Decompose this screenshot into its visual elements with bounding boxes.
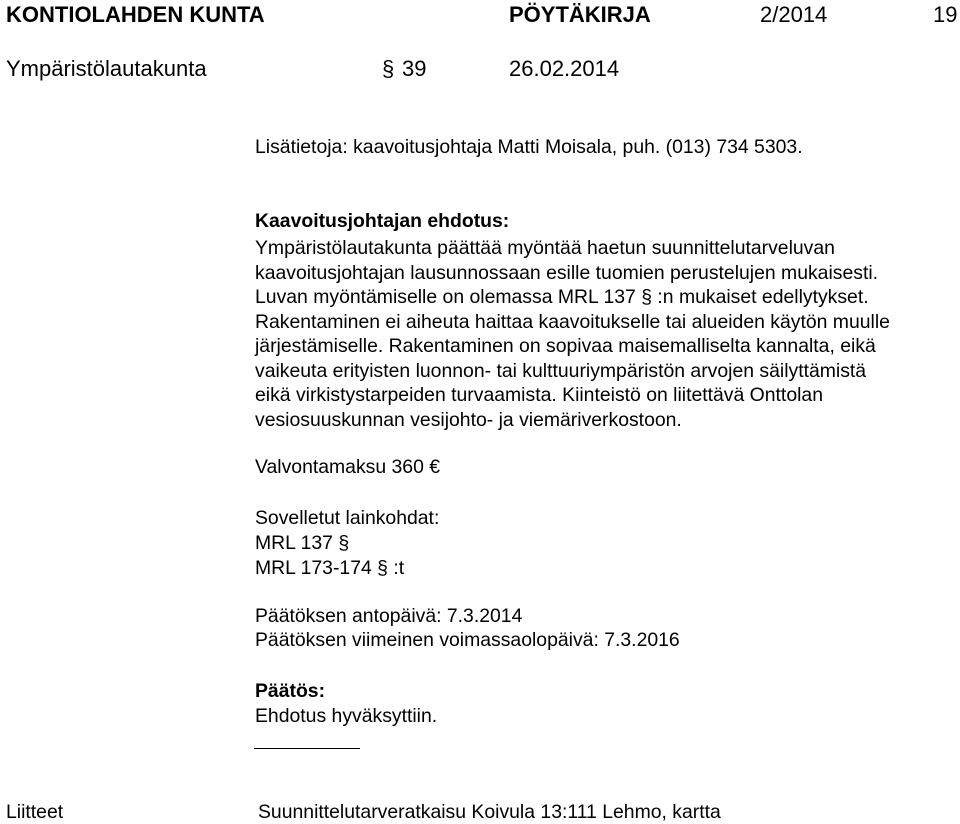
section-number: 39 xyxy=(402,56,427,81)
issued-date: Päätöksen antopäivä: 7.3.2014 xyxy=(255,605,523,627)
org-name: KONTIOLAHDEN KUNTA xyxy=(6,2,265,27)
proposal-line: Luvan myöntämiselle on olemassa MRL 137 § :n mukaiset edellytykset. xyxy=(255,286,869,308)
proposal-line: vesiosuuskunnan vesijohto- ja viemäriverkostoon. xyxy=(255,408,682,431)
proposal-line: järjestämiselle. Rakentaminen on sopivaa maisemalliselta kannalta, eikä xyxy=(255,335,876,357)
body-name: Ympäristölautakunta xyxy=(6,56,207,81)
proposal-heading: Kaavoitusjohtajan ehdotus: xyxy=(255,210,510,232)
applied-section-item: MRL 173-174 § :t xyxy=(255,557,405,579)
separator-line xyxy=(254,748,360,749)
proposal-line: kaavoitusjohtajan lausunnossaan esille tuomien perustelujen mukaisesti. xyxy=(255,261,879,284)
page-number: 19 xyxy=(933,2,958,27)
fee-line: Valvontamaksu 360 € xyxy=(255,456,441,478)
meeting-date: 26.02.2014 xyxy=(509,56,620,81)
proposal-line: vaikeuta erityisten luonnon- tai kulttuuriympäristön arvojen säilyttämistä xyxy=(255,359,867,382)
applied-section-item: MRL 137 § xyxy=(255,532,350,554)
section-symbol: § xyxy=(382,56,395,81)
proposal-line: Rakentaminen ei aiheuta haittaa kaavoitukselle tai alueiden käytön muulle xyxy=(255,310,890,333)
attachments-label: Liitteet xyxy=(6,801,64,823)
attachments-text: Suunnittelutarveratkaisu Koivula 13:111 Lehmo, kartta xyxy=(258,801,721,823)
proposal-line: eikä virkistystarpeiden turvaamista. Kiinteistö on liitettävä Onttolan xyxy=(255,384,823,406)
decision-heading: Päätös: xyxy=(255,680,326,702)
info-line: Lisätietoja: kaavoitusjohtaja Matti Moisala, puh. (013) 734 5303. xyxy=(255,136,803,158)
doc-number: 2/2014 xyxy=(760,2,828,27)
valid-until-date: Päätöksen viimeinen voimassaolopäivä: 7.3.2016 xyxy=(255,629,680,651)
applied-sections-heading: Sovelletut lainkohdat: xyxy=(255,507,440,529)
doc-type: PÖYTÄKIRJA xyxy=(509,2,651,27)
decision-text: Ehdotus hyväksyttiin. xyxy=(255,705,438,727)
proposal-line: Ympäristölautakunta päättää myöntää haetun suunnittelutarveluvan xyxy=(255,237,835,259)
proposal-text xyxy=(255,236,890,432)
